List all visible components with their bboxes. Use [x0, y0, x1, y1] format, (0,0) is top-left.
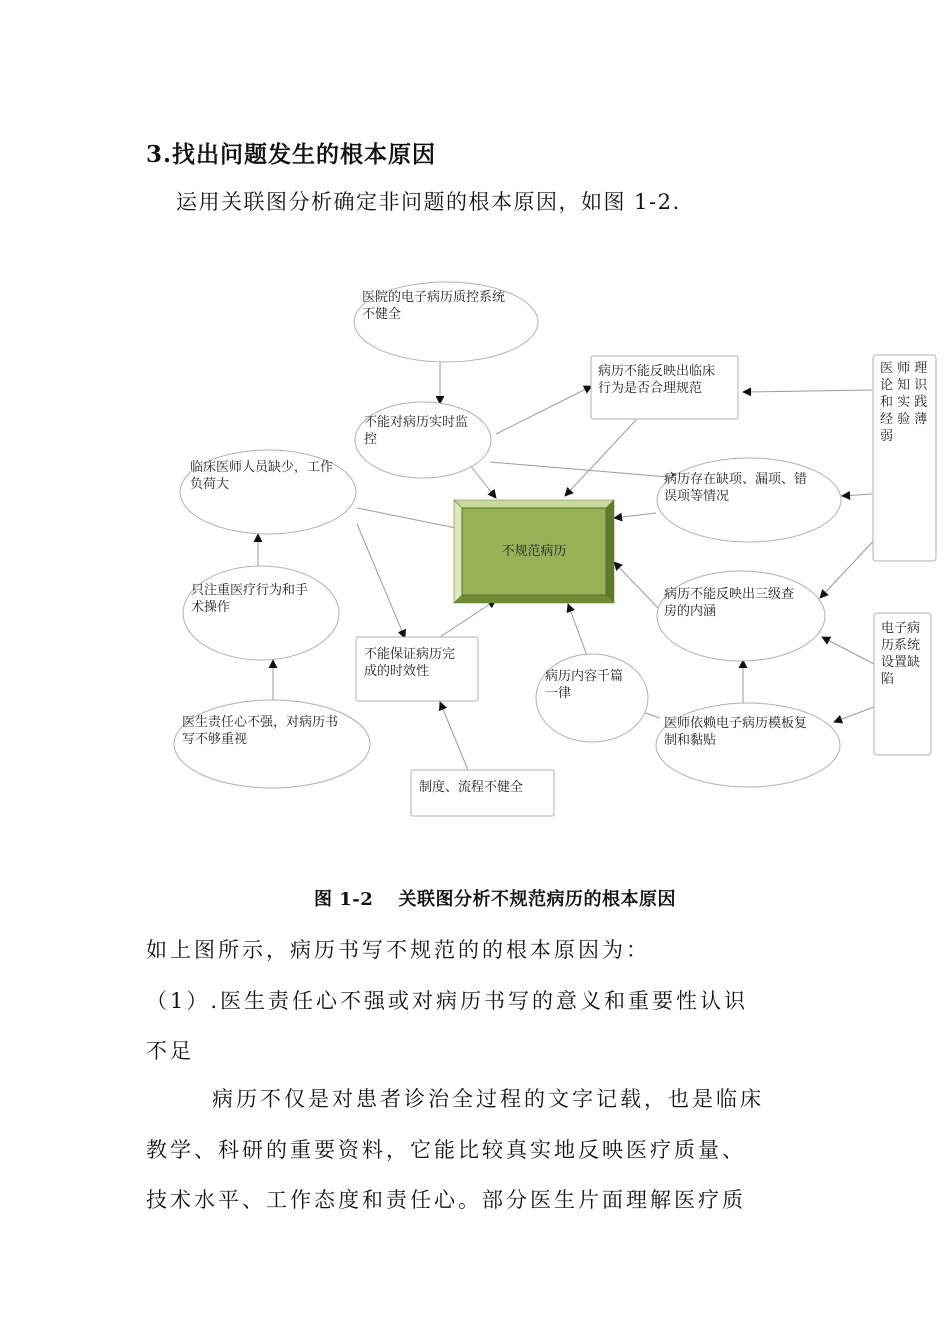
- body-paragraph-3-line2: 教学、科研的重要资料，它能比较真实地反映医疗质量、: [146, 1138, 746, 1162]
- edge-n9-center: [565, 420, 636, 496]
- n11-line1: 病历不能反映出三级查: [664, 587, 795, 602]
- node-n5: [174, 700, 370, 788]
- body-paragraph-3-line3: 技术水平、工作态度和责任心。部分医生片面理解医疗质: [146, 1188, 746, 1212]
- n14-line2: 历系统: [881, 638, 921, 653]
- node-n3: [180, 450, 356, 534]
- n12-line1: 医师依赖电子病历模板复: [664, 716, 808, 731]
- n1-line1: 医院的电子病历质控系统: [362, 290, 506, 305]
- n5-line2: 写不够重视: [182, 732, 248, 747]
- relation-diagram: [0, 250, 950, 840]
- n13-line2: 论 知 识: [880, 378, 928, 393]
- node-n11: [657, 571, 825, 661]
- node-n6: [356, 637, 478, 701]
- n14-line4: 陷: [881, 672, 895, 687]
- node-n7: [411, 770, 554, 816]
- node-n12: [656, 703, 840, 787]
- n9-line2: 行为是否合理规范: [598, 381, 703, 396]
- n4-line2: 术操作: [191, 600, 231, 615]
- n7-line1: 制度、流程不健全: [419, 780, 524, 795]
- section-heading: 3.找出问题发生的根本原因: [146, 141, 437, 168]
- svg-text:制度、流程不健全: [419, 779, 523, 795]
- node-n10: [657, 458, 841, 542]
- edge-n2-n10: [490, 462, 680, 478]
- body-paragraph-1: 如上图所示，病历书写不规范的的根本原因为：: [146, 938, 650, 962]
- n5-line1: 医生责任心不强，对病历书: [182, 715, 339, 730]
- section-intro: 运用关联图分析确定非问题的根本原因，如图 1-2.: [176, 190, 681, 214]
- edge-n13-n9: [743, 390, 872, 392]
- edge-n11-center: [614, 562, 658, 608]
- n6-line1: 不能保证病历完: [364, 647, 456, 662]
- center-label: 不规范病历: [501, 544, 567, 559]
- n2-line2: 控: [364, 432, 378, 447]
- node-n13: [873, 355, 936, 561]
- n10-line2: 误项等情况: [664, 489, 730, 504]
- body-paragraph-3-line1: 病历不仅是对患者诊治全过程的文字记载，也是临床: [212, 1087, 764, 1111]
- center-node: [454, 500, 614, 603]
- edge-n3-n6: [357, 524, 405, 638]
- edge-n3-center: [357, 508, 466, 530]
- n3-line1: 临床医师人员缺少，工作: [190, 460, 334, 475]
- n8-line1: 病历内容千篇: [545, 669, 624, 684]
- node-n4: [183, 566, 339, 660]
- node-n1: [354, 282, 538, 362]
- edge-n6-center: [440, 600, 496, 637]
- n13-line5: 弱: [880, 429, 894, 444]
- node-n2: [355, 402, 491, 478]
- n14-line3: 设置缺: [881, 655, 921, 670]
- n4-line1: 只注重医疗行为和手: [191, 583, 309, 598]
- figure-caption: 图 1-2 关联图分析不规范病历的根本原因: [313, 889, 677, 910]
- body-paragraph-2-line2: 不足: [146, 1039, 194, 1063]
- n6-line2: 成的时效性: [364, 664, 430, 679]
- body-paragraph-2-line1: （1）.医生责任心不强或对病历书写的意义和重要性认识: [146, 989, 749, 1013]
- edge-n14-n11: [822, 637, 874, 664]
- n13-line4: 经 验 薄: [880, 412, 928, 427]
- n2-line1: 不能对病历实时监: [364, 415, 469, 430]
- n1-line2: 不健全: [362, 307, 402, 322]
- node-n8: [536, 654, 648, 742]
- edge-n2-n9: [496, 386, 592, 434]
- edge-n13-n10: [842, 494, 872, 496]
- n3-line2: 负荷大: [190, 477, 230, 492]
- n11-line2: 房的内涵: [664, 604, 717, 619]
- edge-n14-n12: [834, 707, 874, 722]
- edge-n10-center: [614, 513, 656, 518]
- edge-n13-n11: [820, 534, 880, 598]
- n10-line1: 病历存在缺项、漏项、错: [664, 472, 808, 487]
- node-n9: [591, 356, 738, 419]
- n13-line1: 医 师 理: [880, 361, 928, 376]
- n14-line1: 电子病: [881, 621, 921, 636]
- n13-line3: 和 实 践: [880, 395, 928, 410]
- edge-n7-n6: [440, 702, 468, 770]
- node-n14: [874, 613, 931, 755]
- n9-line1: 病历不能反映出临床: [598, 364, 716, 379]
- edge-n2-center: [470, 465, 496, 498]
- n12-line2: 制和黏贴: [664, 733, 717, 748]
- n8-line2: 一律: [545, 686, 572, 701]
